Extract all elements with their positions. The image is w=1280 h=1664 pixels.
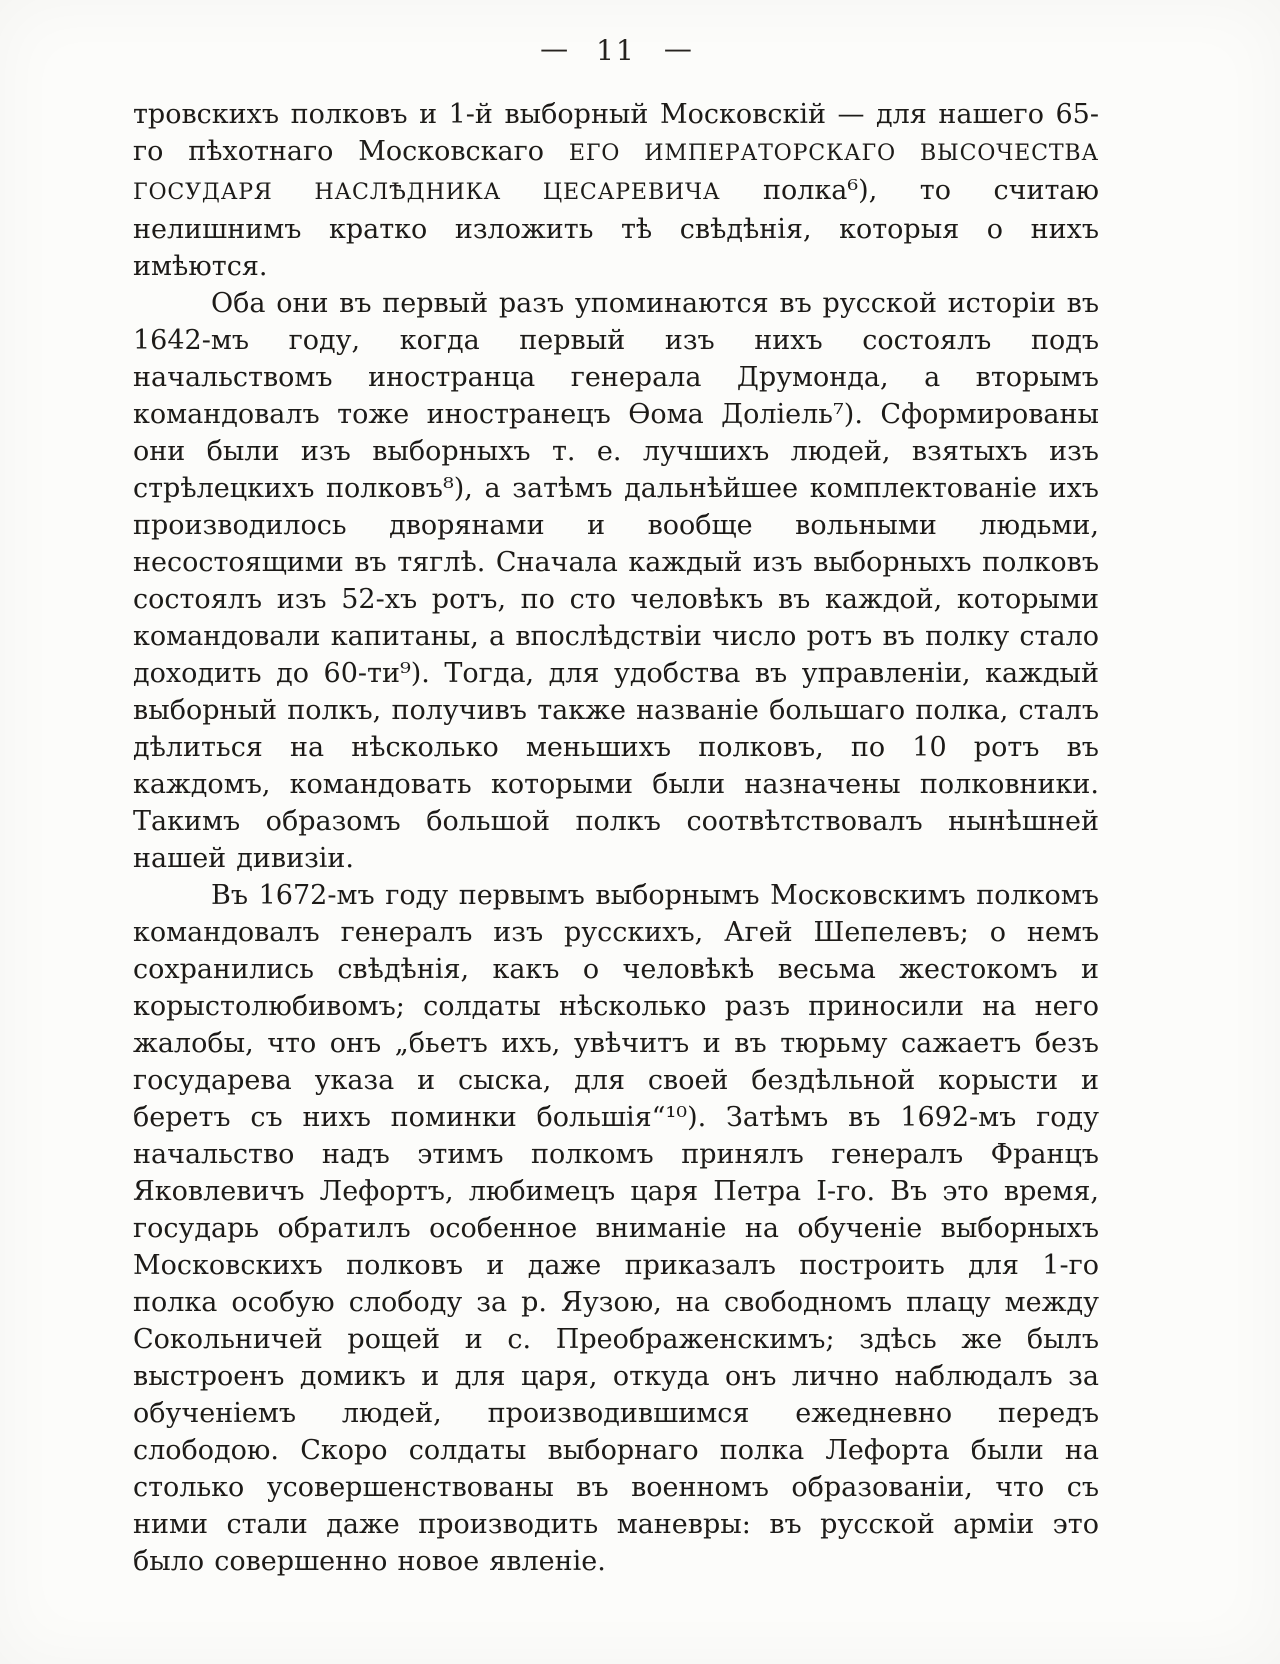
header-dash-right: — bbox=[663, 32, 692, 65]
paragraph-text: Въ 1672-мъ году первымъ выборнымъ Московскимъ полкомъ командовалъ генералъ изъ русскихъ, Агей Шепелевъ; о немъ сохранились свѣдѣнія, какъ о человѣкѣ весьма жестокомъ и корыстолюбивомъ; солдаты нѣсколько разъ приносили на него жалобы, что онъ „бьетъ ихъ, увѣчитъ и въ тюрьму сажаетъ безъ государева указа и сыска, для своей бездѣльной корысти и беретъ съ нихъ поминки большія“¹⁰). Затѣмъ въ 1692-мъ году начальство надъ этимъ полкомъ принялъ генералъ Францъ Яковлевичъ Лефортъ, любимецъ царя Петра I-го. Въ это время, государь обратилъ особенное вниманіе на обученіе выборныхъ Московскихъ полковъ и даже приказалъ построить для 1-го полка особую слободу за р. Яузою, на свободномъ плацу между Сокольничей рощей и с. Преображенскимъ; здѣсь же былъ выстроенъ домикъ и для царя, откуда онъ лично наблюдалъ за обученіемъ людей, производившимся ежедневно передъ слободою. Скоро солдаты выборнаго полка Лефорта были на столько усовершенствованы въ военномъ образованіи, что съ ними стали даже производить маневры: въ русской арміи это было совершенно новое явленіе. bbox=[133, 880, 1099, 1577]
paragraph-history-1672 bbox=[133, 877, 1099, 1580]
imperial-title-text: ЕГО ИМПЕРАТОРСКАГО ВЫСОЧЕСТВА ГОСУДАРЯ НАСЛѢДНИКА ЦЕСАРЕВИЧА bbox=[133, 140, 1099, 205]
text-block bbox=[133, 96, 1099, 1580]
page-number-header bbox=[133, 34, 1099, 67]
page-number: 11 bbox=[596, 34, 636, 67]
paragraph-continuation bbox=[133, 96, 1099, 285]
paragraph-text: Оба они въ первый разъ упоминаются въ русской исторіи въ 1642-мъ году, когда первый изъ нихъ состоялъ подъ начальствомъ иностранца генерала Друмонда, а вторымъ командовалъ тоже иностранецъ Ѳома Доліель⁷). Сформированы они были изъ выборныхъ т. е. лучшихъ людей, взятыхъ изъ стрѣлецкихъ полковъ⁸), а затѣмъ дальнѣйшее комплектованіе ихъ производилось дворянами и вообще вольными людьми, несостоящими въ тяглѣ. Сначала каждый изъ выборныхъ полковъ состоялъ изъ 52-хъ ротъ, по сто человѣкъ въ каждой, которыми командовали капитаны, а впослѣдствіи число ротъ въ полку стало доходить до 60-ти⁹). Тогда, для удобства въ управленіи, каждый выборный полкъ, получивъ также названіе большаго полка, сталъ дѣлиться на нѣсколько меньшихъ полковъ, по 10 ротъ въ каждомъ, командовать которыми были назначены полковники. Такимъ образомъ большой полкъ соотвѣтствовалъ нынѣшней нашей дивизіи. bbox=[133, 288, 1099, 874]
paragraph-text: тровскихъ полковъ и 1-й выборный Московскій — для нашего 65-го пѣхотнаго Московскаго bbox=[133, 99, 1099, 167]
paragraph-history-1642 bbox=[133, 285, 1099, 877]
header-dash-left: — bbox=[540, 32, 569, 65]
paragraph-text: полка⁶), то считаю нелишнимъ кратко изложить тѣ свѣдѣнія, которыя о нихъ имѣются. bbox=[133, 175, 1099, 282]
